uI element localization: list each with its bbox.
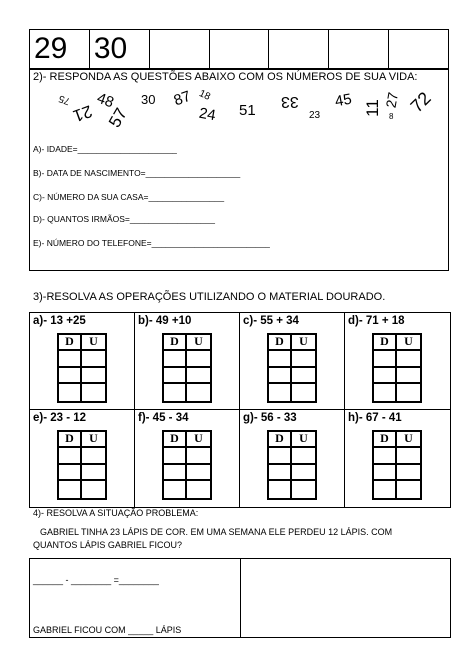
- du-header-d: D: [59, 432, 82, 448]
- du-cell: [269, 481, 292, 498]
- du-cell: [187, 368, 210, 385]
- scatter-number: 33: [281, 93, 299, 110]
- scatter-number: 30: [141, 92, 156, 107]
- du-cell: [82, 481, 105, 498]
- du-cell: [292, 481, 315, 498]
- du-cell: [292, 384, 315, 401]
- scatter-number: 27: [382, 90, 402, 110]
- number-cell: [269, 30, 329, 68]
- scatter-number: 23: [309, 110, 321, 121]
- du-cell: [82, 465, 105, 482]
- operation-label: e)- 23 - 12: [33, 412, 87, 424]
- du-cell: [187, 384, 210, 401]
- problem-text-line2: QUANTOS LÁPIS GABRIEL FICOU?: [33, 540, 183, 550]
- du-cell: [374, 384, 397, 401]
- scatter-number: 18: [197, 88, 212, 103]
- du-header-d: D: [269, 432, 292, 448]
- scatter-number: 57: [105, 104, 131, 131]
- du-cell: [269, 448, 292, 465]
- du-table: [57, 430, 107, 500]
- operation-cell: [240, 410, 345, 507]
- du-cell: [292, 465, 315, 482]
- du-cell: [269, 368, 292, 385]
- number-cell: 29: [30, 30, 90, 68]
- du-header-d: D: [374, 432, 397, 448]
- scatter-number: 72: [406, 87, 435, 117]
- du-cell: [374, 481, 397, 498]
- du-header-u: U: [292, 335, 315, 351]
- operation-cell: [30, 410, 135, 507]
- number-cell: [389, 30, 448, 68]
- du-header-d: D: [374, 335, 397, 351]
- equation-line: ______ - ________ =________: [33, 575, 159, 585]
- scatter-number: 75: [57, 92, 72, 107]
- du-cell: [374, 448, 397, 465]
- scatter-number: 87: [171, 87, 194, 110]
- du-cell: [82, 368, 105, 385]
- number-cell: [150, 30, 210, 68]
- scatter-number: 45: [333, 90, 354, 111]
- du-table: [372, 333, 422, 403]
- scatter-number: 24: [197, 104, 218, 125]
- problem-text-line1: GABRIEL TINHA 23 LÁPIS DE COR. EM UMA SEMANA ELE PERDEU 12 LÁPIS. COM: [40, 527, 393, 537]
- du-cell: [59, 351, 82, 368]
- du-cell: [374, 368, 397, 385]
- question-birthdate: B)- DATA DE NASCIMENTO=____________________: [33, 168, 241, 178]
- operation-cell: [345, 410, 450, 507]
- du-header-u: U: [187, 335, 210, 351]
- scatter-number: 8: [389, 112, 394, 121]
- operation-cell: [135, 313, 240, 410]
- scatter-number: 51: [239, 102, 256, 119]
- operation-label: h)- 67 - 41: [348, 412, 402, 424]
- du-cell: [59, 448, 82, 465]
- du-cell: [292, 368, 315, 385]
- du-cell: [187, 448, 210, 465]
- du-cell: [187, 351, 210, 368]
- operation-label: a)- 13 +25: [33, 315, 86, 327]
- operation-label: b)- 49 +10: [138, 315, 192, 327]
- du-cell: [397, 481, 420, 498]
- scatter-number: 11: [362, 99, 382, 117]
- operation-label: d)- 71 + 18: [348, 315, 405, 327]
- du-table: [267, 333, 317, 403]
- du-cell: [292, 351, 315, 368]
- du-cell: [397, 351, 420, 368]
- number-cell: [210, 30, 270, 68]
- du-header-d: D: [59, 335, 82, 351]
- du-cell: [82, 351, 105, 368]
- du-cell: [164, 448, 187, 465]
- du-table: [372, 430, 422, 500]
- du-header-u: U: [82, 432, 105, 448]
- operation-cell: [345, 313, 450, 410]
- question-house-number: C)- NÚMERO DA SUA CASA=________________: [33, 192, 225, 202]
- operation-cell: [30, 313, 135, 410]
- du-cell: [397, 368, 420, 385]
- du-header-u: U: [292, 432, 315, 448]
- question-phone: E)- NÚMERO DO TELEFONE=_________________________: [33, 238, 270, 248]
- number-strip: [29, 29, 449, 69]
- du-cell: [164, 384, 187, 401]
- du-cell: [397, 384, 420, 401]
- du-table: [267, 430, 317, 500]
- du-cell: [397, 465, 420, 482]
- answer-box-divider: [240, 558, 241, 638]
- du-cell: [374, 351, 397, 368]
- du-cell: [397, 448, 420, 465]
- number-cell: [329, 30, 389, 68]
- du-header-u: U: [187, 432, 210, 448]
- scatter-number: 48: [94, 89, 117, 112]
- du-cell: [269, 465, 292, 482]
- operation-label: f)- 45 - 34: [138, 412, 189, 424]
- operation-label: g)- 56 - 33: [243, 412, 297, 424]
- operation-cell: [240, 313, 345, 410]
- du-cell: [164, 465, 187, 482]
- du-cell: [59, 465, 82, 482]
- du-header-d: D: [269, 335, 292, 351]
- du-cell: [164, 481, 187, 498]
- du-cell: [187, 465, 210, 482]
- du-cell: [59, 481, 82, 498]
- du-header-d: D: [164, 335, 187, 351]
- du-header-u: U: [397, 432, 420, 448]
- operation-label: c)- 55 + 34: [243, 315, 299, 327]
- du-cell: [82, 448, 105, 465]
- du-header-u: U: [82, 335, 105, 351]
- du-table: [162, 333, 212, 403]
- answer-sentence: GABRIEL FICOU COM _____ LÁPIS: [33, 625, 182, 635]
- du-cell: [292, 448, 315, 465]
- du-cell: [164, 351, 187, 368]
- du-cell: [82, 384, 105, 401]
- operation-cell: [135, 410, 240, 507]
- du-cell: [269, 351, 292, 368]
- section4-title: 4)- RESOLVA A SITUAÇÃO PROBLEMA:: [33, 508, 199, 518]
- du-cell: [59, 384, 82, 401]
- du-cell: [374, 465, 397, 482]
- du-header-u: U: [397, 335, 420, 351]
- du-table: [162, 430, 212, 500]
- number-cell: 30: [90, 30, 150, 68]
- scattered-numbers: [29, 88, 449, 133]
- section2-title: 2)- RESPONDA AS QUESTÕES ABAIXO COM OS NÚMEROS DE SUA VIDA:: [33, 71, 418, 83]
- du-table: [57, 333, 107, 403]
- du-cell: [187, 481, 210, 498]
- du-cell: [59, 368, 82, 385]
- question-siblings: D)- QUANTOS IRMÃOS=__________________: [33, 214, 215, 224]
- section3-title: 3)-RESOLVA AS OPERAÇÕES UTILIZANDO O MATERIAL DOURADO.: [33, 291, 386, 303]
- question-age: A)- IDADE=_____________________: [33, 144, 177, 154]
- scatter-number: 21: [70, 101, 95, 126]
- du-header-d: D: [164, 432, 187, 448]
- operations-grid: [29, 312, 451, 508]
- du-cell: [269, 384, 292, 401]
- du-cell: [164, 368, 187, 385]
